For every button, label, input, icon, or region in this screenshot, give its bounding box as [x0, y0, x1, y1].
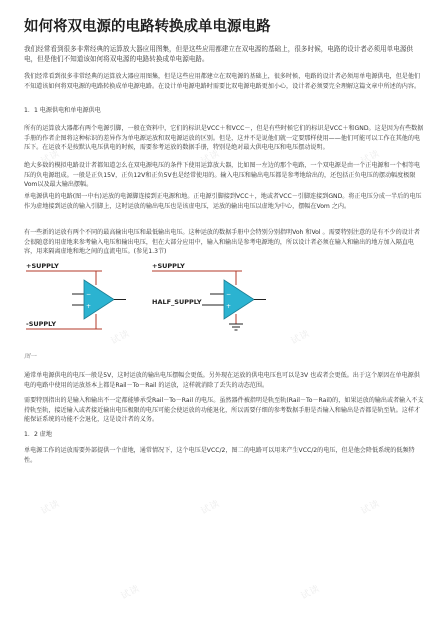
- watermark: 试读: [289, 328, 312, 347]
- paragraph-output-limits: 有一些新的运放有两个不同的最高输出电压和最低输出电压。这种运放的数据手册中会特别分别指明Voh 和Vol 。需要特别注意的是有不少的设计者会很随意的用虚地来参考输入电压和输出电压，但在大部分应用中，输入和输出是参考电源地的，所以设计者必须在输入和输出的地方加入隔直电容，用来隔离虚地和地之间的直流电压。(参见1.3节): [24, 229, 420, 255]
- paragraph-virtual-ground: 单电源工作的运放需要外部提供一个虚地，通常情况下，这个电压是VCC/2，图二的电路可以用来产生VCC/2的电压，但是他会降低系统的低频特性。: [24, 447, 415, 464]
- watermark: 试读: [109, 328, 132, 347]
- intro-paragraph-1: 我们经常看到很多非常经典的运算放大器应用图集，但是这些应用都建立在双电源的基础上，很多时候，电路的设计者必须用单电源供电，但是他们不知道该如何将双电源的电路转换成单电源电路。: [24, 45, 414, 63]
- svg-text:−: −: [226, 291, 232, 298]
- watermark: 试读: [119, 583, 142, 602]
- watermark: 试读: [299, 583, 322, 602]
- svg-text:−: −: [86, 291, 92, 298]
- dual-supply-circuit: [26, 262, 126, 329]
- figure-1-circuits: [24, 258, 324, 350]
- intro-paragraph-2: 我们经常看到很多非常经典的运算放大器应用图集，但是这些应用都建立在双电源的基础上，很多时候，电路的设计者必须用单电源供电，但是他们不知道该如何将双电源的电路转换成单电源电路。在设计单电源电路时需要比双电源电路更加小心，设计者必须要完全理解这篇文章中所述的内容。: [24, 73, 421, 90]
- opamp-right-icon: [224, 280, 254, 319]
- right-plus-supply-label: +SUPPLY: [152, 262, 185, 270]
- paragraph-input-output-limits: 需要特别指出的是输入和输出不一定都能够承受Rail－To－Rail 的电压。虽然器件被指明是轨至轨(Rail－To－Rail)的，如果运放的输出或者输入不支持轨至轨，接近输入或者接近输出电压极限的电压可能会使运放的功能退化，所以需要仔细的参考数据手册是否输入和输出是否都是轨至轨。这样才能保证系统的功能不会退化，这是设计者的义务。: [24, 397, 424, 423]
- paragraph-power-pins: 所有的运算放大器都有两个电源引脚，一般在资料中，它们的标识是VCC＋和VCC－，但是有些时候它们的标识是VCC＋和GND。这是因为有些数据手册的作者企图将这种标识的差异作为单电源运放和双电源运放的区别。但是，这并不是说他们就一定要那样使用——他们可能可以工作在其他的电压下。在运放不是按默认电压供电的时候，需要参考运放的数据手册，特别是绝对最大供电电压和电压摆动说明。: [24, 125, 424, 151]
- section-heading: 1．1 电源供电和单电源供电: [24, 107, 101, 114]
- watermark: 试读: [39, 148, 62, 167]
- left-minus-supply-label: -SUPPLY: [26, 320, 57, 328]
- page-title: 如何将双电源的电路转换成单电源电路: [24, 19, 271, 35]
- paragraph-rail-to-rail: 通常单电源供电的电压一般是5V，这时运放的输出电压摆幅会更低。另外现在运放的供电电压也可以是3V 也或者会更低。出于这个原因在单电源供电的电路中使用的运放基本上都是Rail－To－Rail 的运放，这样就消除了丢失的动态范围。: [24, 372, 420, 389]
- paragraph-single-supply: 单电源供电的电路(图一中右)运放的电源脚连接到正电源和地。正电源引脚接到VCC＋，地或者VCC－引脚连接到GND。将正电压分成一半后的电压作为虚地接到运放的输入引脚上，这时运放的输出电压也是该虚电压，运放的输出电压以虚地为中心，摆幅在Vom 之内。: [24, 193, 422, 210]
- watermark: 试读: [359, 498, 382, 517]
- watermark: 试读: [199, 498, 222, 517]
- single-supply-circuit: [152, 262, 266, 330]
- svg-text:+: +: [86, 303, 92, 310]
- paragraph-dual-supply: 绝大多数的模拟电路设计者都知道怎么在双电源电压的条件下使用运算放大器，比如图一左边的那个电路，一个双电源是由一个正电源和一个相等电压的负电源组成。一般是正负15V，正负12V和正负5V也是经常使用的。输入电压和输出电压都是参考地给出的，还包括正负电压的摆动幅度极限Vom以及最大输出摆幅。: [24, 162, 421, 188]
- figure-caption: 图一: [24, 353, 37, 360]
- half-supply-label: HALF_SUPPLY: [152, 298, 202, 306]
- watermark: 试读: [359, 148, 382, 167]
- svg-text:+: +: [226, 303, 232, 310]
- sub-heading-virtual-ground: 1．2 虚地: [24, 431, 52, 438]
- opamp-left-icon: [84, 280, 114, 319]
- left-plus-supply-label: +SUPPLY: [26, 262, 59, 270]
- watermark: 试读: [199, 148, 222, 167]
- watermark: 试读: [39, 498, 62, 517]
